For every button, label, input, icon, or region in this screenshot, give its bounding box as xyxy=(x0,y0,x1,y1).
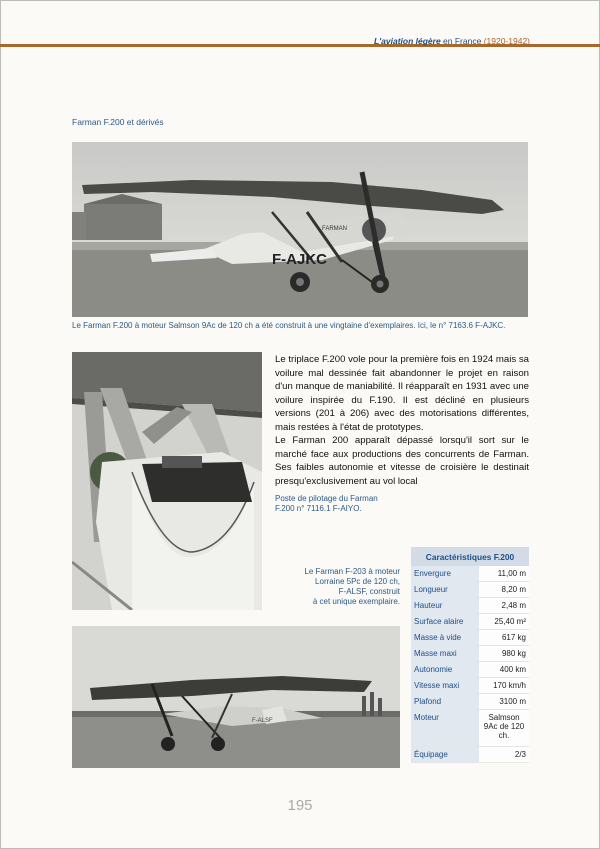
body-paragraph: Le Farman 200 apparaît dépassé lorsqu'il sort sur le marché face aux productions des concurrents de Farman. Ses faibles autonomie et vitesse de croisière le destinait presqu'exclusivement au vol local xyxy=(275,435,529,487)
table-row: Plafond 3100 m xyxy=(411,694,529,710)
table-row: Autonomie 400 km xyxy=(411,662,529,678)
body-paragraph: Le triplace F.200 vole pour la première fois en 1924 mais sa voilure mal dessinée fait abandonner le projet en raison d'un manque de maniabilité. Il réapparaît en 1931 avec une voilure inspirée du F.190. Il est décliné en plusieurs versions (201 à 206) avec des motorisations différentes, mais restées à l'état de prototypes. xyxy=(275,354,529,433)
photo3-caption: Le Farman F-203 à moteur Lorraine 5Pc de 120 ch, F-ALSF, construit à cet unique exemplaire. xyxy=(304,567,400,606)
photo1-caption: Le Farman F.200 à moteur Salmson 9Ac de 120 ch a été construit à une vingtaine d'exemplaires. Ici, le n° 7163.6 F-AJKC. xyxy=(72,321,506,330)
page-number: 195 xyxy=(287,797,313,814)
photo3-registration-text: F-ALSF xyxy=(252,718,273,724)
photo1-fuselage-text: FARMAN xyxy=(322,226,348,232)
running-header: L'aviation légère en France (1920-1942) xyxy=(373,36,530,46)
photo2-caption: Poste de pilotage du Farman F.200 n° 7116.1 F-AIYO. xyxy=(275,494,378,513)
table-row: Masse à vide 617 kg xyxy=(411,630,529,646)
table-row: Hauteur 2,48 m xyxy=(411,598,529,614)
specifications-table xyxy=(411,547,529,763)
section-title: Farman F.200 et dérivés xyxy=(72,117,164,127)
table-row: Surface alaire 25,40 m² xyxy=(411,614,529,630)
photo1-registration-text: F-AJKC xyxy=(272,251,327,268)
table-row: Longueur 8,20 m xyxy=(411,582,529,598)
table-row: Équipage 2/3 xyxy=(411,747,529,763)
specifications-title: Caractéristiques F.200 xyxy=(411,547,529,566)
table-row: Moteur Salmson 9Ac de 120 ch. xyxy=(411,710,529,747)
table-row: Masse maxi 980 kg xyxy=(411,646,529,662)
photo-farman-f200 xyxy=(72,142,528,317)
table-row: Vitesse maxi 170 km/h xyxy=(411,678,529,694)
photo-farman-f203 xyxy=(72,626,400,768)
table-row: Envergure 11,00 m xyxy=(411,566,529,582)
photo-cockpit xyxy=(72,352,262,610)
body-text xyxy=(275,353,529,488)
